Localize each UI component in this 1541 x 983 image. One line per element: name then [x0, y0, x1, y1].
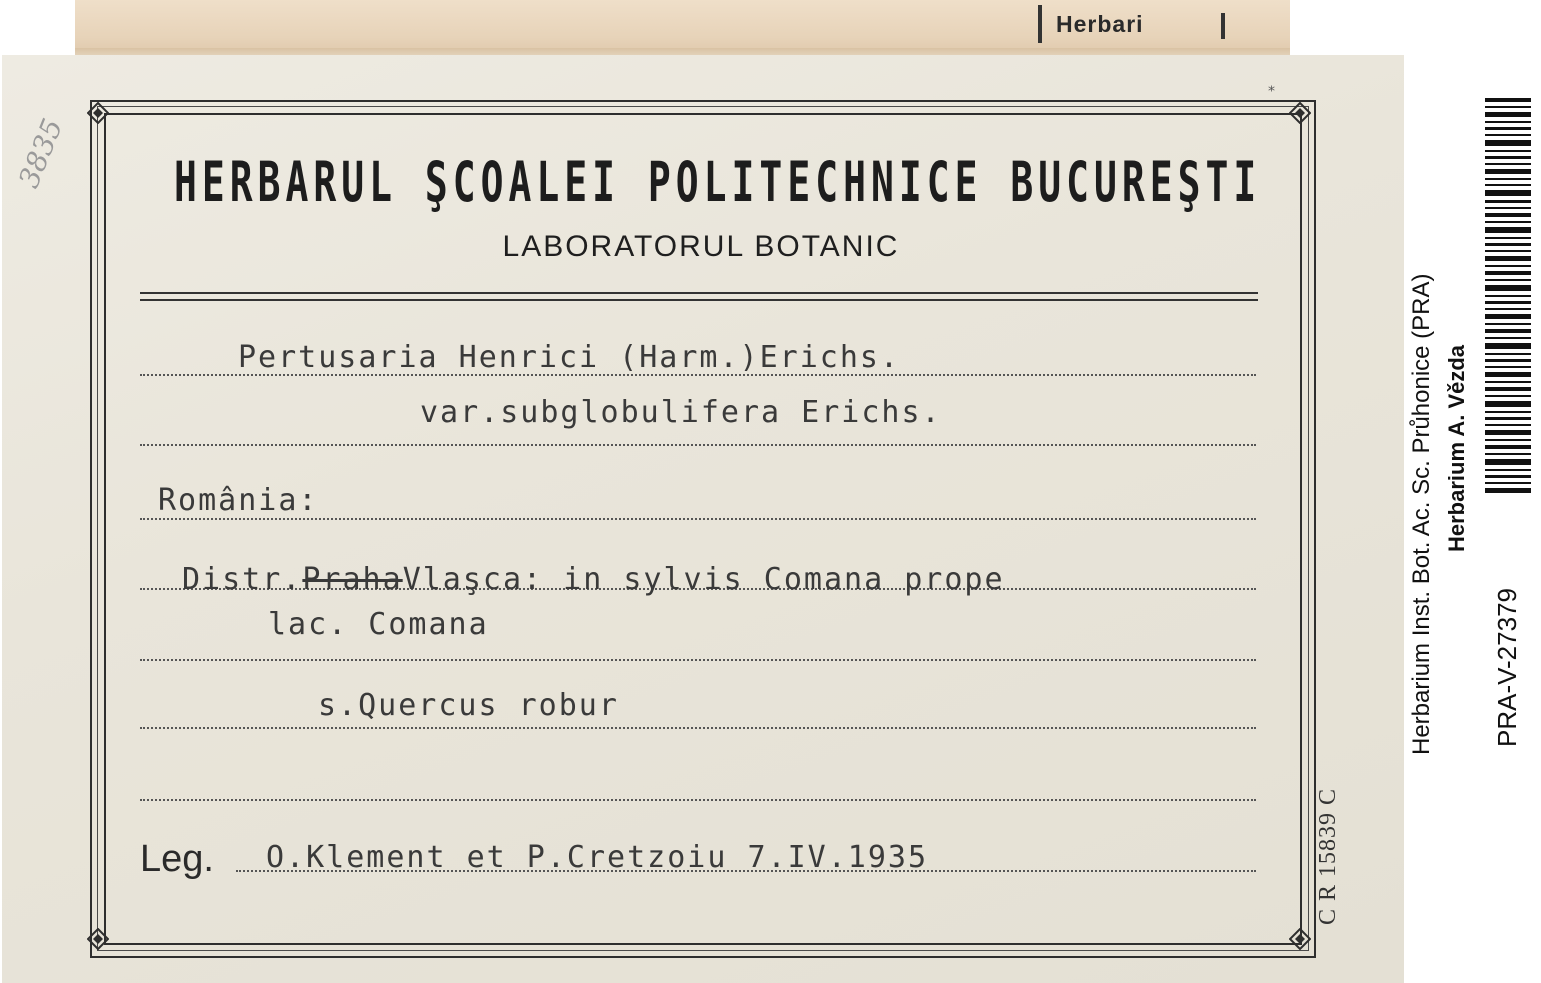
- dotted-line: [140, 799, 1256, 801]
- species-variety: var.subglobulifera Erichs.: [420, 395, 942, 430]
- collection-name: Herbarium A. Vězda: [1444, 344, 1469, 552]
- corner-ornament-icon: [87, 102, 109, 124]
- pencil-annotation: 3835: [12, 113, 70, 193]
- label-title: HERBARUL ŞCOALEI POLITECHNICE BUCUREŞTI: [174, 150, 1262, 214]
- leg-label: Leg.: [140, 838, 214, 880]
- substrate: s.Quercus robur: [318, 688, 619, 723]
- locality-line-2: lac. Comana: [268, 607, 489, 642]
- locality-prefix: Distr.: [182, 562, 303, 597]
- collectors-date: O.Klement et P.Cretzoiu 7.IV.1935: [266, 840, 929, 875]
- specimen-id: PRA-V-27379: [1492, 588, 1522, 747]
- corner-ornament-icon: [87, 928, 109, 950]
- catalog-code: C R 15839 C: [1315, 787, 1341, 925]
- institution-name: Herbarium Inst. Bot. Ac. Sc. Průhonice (PRA): [1408, 273, 1435, 755]
- corner-ornament-icon: [1289, 102, 1311, 124]
- dotted-line: [140, 659, 1256, 661]
- herbarium-stamp-text: Herbari: [1056, 11, 1144, 37]
- corner-ornament-icon: [1289, 928, 1311, 950]
- paper-mark: ⁎: [1268, 78, 1275, 94]
- locality-struck-text: Praha: [302, 562, 403, 597]
- herbarium-stamp: [1038, 5, 1233, 43]
- species-name: Pertusaria Henrici (Harm.)Erichs.: [238, 340, 901, 375]
- stamp-bar: [1221, 13, 1225, 39]
- dotted-line: [140, 444, 1256, 446]
- header-divider: [140, 292, 1258, 301]
- locality-line-1: [182, 562, 1005, 597]
- locality-rest: Vlaşca: in sylvis Comana prope: [402, 562, 1005, 597]
- dotted-line: [140, 727, 1256, 729]
- label-subtitle: LABORATORUL BOTANIC: [502, 230, 900, 263]
- country: România:: [158, 483, 319, 518]
- dotted-line: [140, 518, 1256, 520]
- barcode-icon: [1485, 98, 1531, 493]
